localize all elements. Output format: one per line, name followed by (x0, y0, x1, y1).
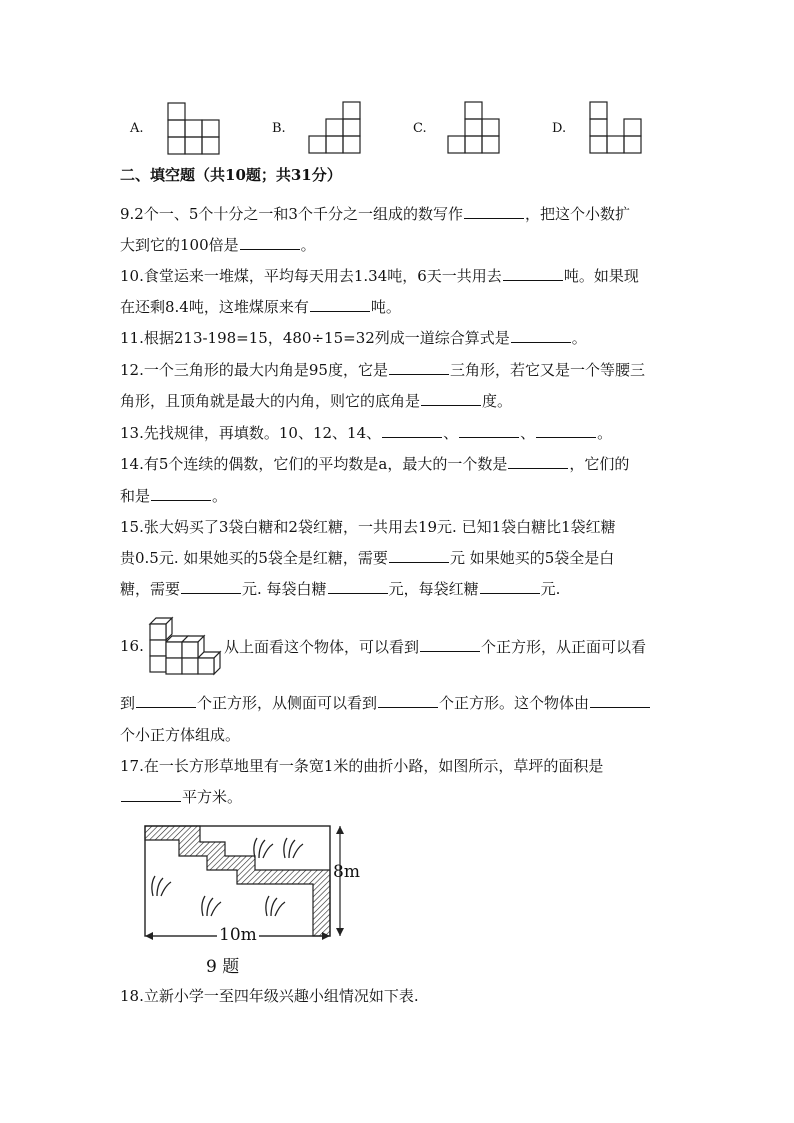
height-label: 8m (333, 862, 360, 882)
q14-blank2[interactable] (151, 486, 211, 501)
q16-blank4[interactable] (590, 693, 650, 708)
width-label: 10m (219, 925, 257, 945)
q12-line1: 12.一个三角形的最大内角是95度，它是 三角形，若它又是一个等腰三 (120, 361, 645, 379)
q15-blank2[interactable] (181, 579, 241, 594)
q17-line1: 17.在一长方形草地里有一条宽1米的曲折小路，如图所示，草坪的面积是 (120, 757, 604, 775)
q12-blank1[interactable] (389, 360, 449, 375)
option-d-figure (590, 102, 644, 155)
q15-blank4[interactable] (480, 579, 540, 594)
q15-line3: 糖，需要 元. 每袋白糖 元，每袋红糖 元. (120, 580, 561, 598)
q16-blank1[interactable] (420, 637, 480, 652)
q13-blank3[interactable] (536, 423, 596, 438)
q9-line2: 大到它的100倍是 。 (120, 236, 316, 254)
q11-blank1[interactable] (511, 328, 571, 343)
q14-blank1[interactable] (508, 454, 568, 469)
q9-blank2[interactable] (240, 235, 300, 250)
q11-line1: 11.根据213-198=15，480÷15=32列成一道综合算式是 。 (120, 329, 587, 347)
q15-line2: 贵0.5元. 如果她买的5袋全是红糖，需要 元 如果她买的5袋全是白 (120, 549, 615, 567)
q17-line2: 平方米。 (120, 787, 242, 807)
q10-blank2[interactable] (310, 297, 370, 312)
q12-line2: 角形，且顶角就是最大的内角，则它的底角是 度。 (120, 392, 513, 410)
q13-blank2[interactable] (459, 423, 519, 438)
q16-line2: 到 个正方形，从侧面可以看到 个正方形。这个物体由 (120, 693, 651, 713)
q16-line3: 个小正方体组成。 (120, 726, 241, 744)
q16-cubes-figure (146, 614, 224, 676)
q9-blank1[interactable] (464, 204, 524, 219)
option-b-figure (309, 102, 363, 155)
q15-blank3[interactable] (328, 579, 388, 594)
q15-blank1[interactable] (389, 548, 449, 563)
q14-line2: 和是 。 (120, 487, 228, 505)
q13-line1: 13.先找规律，再填数。10、12、14、 、 、 。 (120, 424, 613, 442)
option-d-label: D. (552, 121, 567, 136)
option-c-label: C. (413, 121, 427, 136)
q17-blank1[interactable] (121, 787, 181, 802)
q14-line1: 14.有5个连续的偶数，它们的平均数是a，最大的一个数是 ，它们的 (120, 455, 630, 473)
option-a-label: A. (130, 121, 144, 136)
section-title: 二、填空题（共10题；共31分） (120, 166, 342, 184)
option-b-label: B. (272, 121, 286, 136)
q16-line1: 从上面看这个物体，可以看到 个正方形，从正面可以看 (224, 638, 647, 656)
q16-blank2[interactable] (136, 693, 196, 708)
q10-blank1[interactable] (503, 266, 563, 281)
option-a-figure (168, 103, 222, 155)
q16-blank3[interactable] (378, 693, 438, 708)
option-c-figure (448, 102, 502, 155)
q18-line1: 18.立新小学一至四年级兴趣小组情况如下表. (120, 987, 419, 1005)
figure-caption: 9 题 (206, 957, 240, 977)
q12-blank2[interactable] (421, 391, 481, 406)
q10-line2: 在还剩8.4吨，这堆煤原来有 吨。 (120, 298, 401, 316)
q9-line1: 9.2个一、5个十分之一和3个千分之一组成的数写作 ，把这个小数扩 (120, 205, 630, 223)
q10-line1: 10.食堂运来一堆煤，平均每天用去1.34吨，6天一共用去 吨。如果现 (120, 267, 639, 285)
q16-number: 16. (120, 637, 144, 655)
q15-line1: 15.张大妈买了3袋白糖和2袋红糖，一共用去19元. 已知1袋白糖比1袋红糖 (120, 518, 616, 536)
q13-blank1[interactable] (382, 423, 442, 438)
